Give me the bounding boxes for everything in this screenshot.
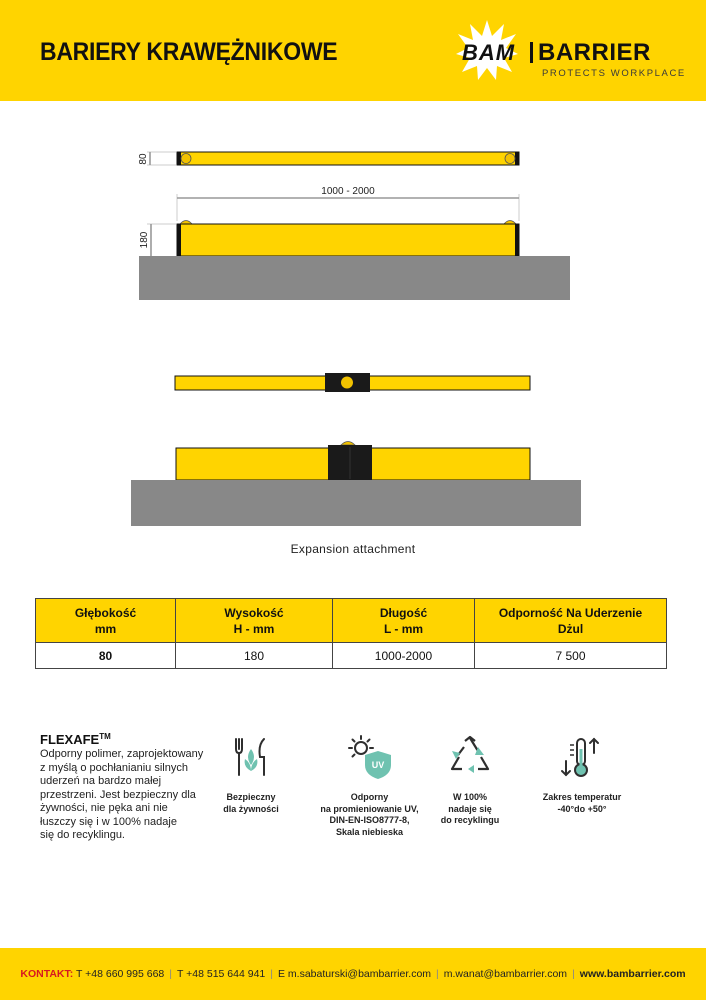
- svg-text:UV: UV: [371, 760, 384, 770]
- feature-label: Zakres temperatur -40°do +50°: [542, 792, 622, 814]
- expansion-side-view: [176, 442, 530, 482]
- email-1[interactable]: E m.sabaturski@bambarrier.com: [277, 968, 432, 980]
- height-dimension-label: 180: [139, 231, 150, 249]
- header-band: [0, 0, 706, 101]
- phone-2[interactable]: T +48 515 644 941: [176, 968, 266, 980]
- phone-1[interactable]: T +48 660 995 668: [75, 968, 165, 980]
- feature-label: Odporny na promieniowanie UV, DIN-EN-ISO8777-8, Skala niebieska: [320, 792, 419, 837]
- recycle-icon: [448, 735, 492, 779]
- cell-height: 180: [176, 643, 333, 669]
- feature-temperature: [532, 735, 632, 815]
- logo-divider: [530, 42, 533, 63]
- table-row: [36, 643, 667, 669]
- feature-food-safe: [211, 735, 291, 815]
- length-dimension-label: 1000 - 2000: [321, 186, 375, 197]
- depth-dimension: [138, 152, 177, 165]
- contact-separator: |: [436, 968, 439, 980]
- contact-separator: |: [270, 968, 273, 980]
- cell-impact: 7 500: [475, 643, 667, 669]
- ground-slab-expansion: [131, 480, 581, 526]
- cell-depth: 80: [36, 643, 176, 669]
- height-dimension: [139, 224, 177, 256]
- drawing-caption: Expansion attachment: [290, 542, 416, 556]
- material-description: Odporny polimer, zaprojektowany z myślą o pochłanianiu silnych uderzeń na bardzo małej przestrzeni. Jest bezpieczny dla żywności, nie pęka ani nie łuszczy się i w 100% nadaje się do recyklingu.: [40, 748, 204, 841]
- website-link[interactable]: www.bambarrier.com: [579, 968, 686, 980]
- contact-separator: |: [572, 968, 575, 980]
- drawing-canvas: [0, 101, 706, 541]
- cell-length: 1000-2000: [333, 643, 475, 669]
- feature-uv-resistant: [312, 735, 427, 838]
- email-2[interactable]: m.wanat@bambarrier.com: [443, 968, 568, 980]
- feature-label: W 100% nadaje się do recyklingu: [440, 792, 500, 825]
- header-depth: Głębokość mm: [36, 599, 176, 643]
- technical-drawing: [0, 101, 706, 581]
- length-dimension: [177, 186, 519, 221]
- material-section: [40, 732, 210, 843]
- temperature-icon: [560, 735, 604, 779]
- barrier-top-view: [177, 152, 519, 165]
- contact-line: [0, 968, 706, 980]
- logo-brand-right: BARRIER: [538, 39, 651, 66]
- expansion-top-view: [175, 373, 530, 392]
- specs-header-row: [36, 599, 667, 643]
- logo-brand-left: BAM: [462, 40, 516, 65]
- header-length: Długość L - mm: [333, 599, 475, 643]
- ground-slab: [139, 256, 570, 300]
- feature-recyclable: [431, 735, 509, 827]
- bam-barrier-logo: [456, 18, 686, 88]
- feature-label: Bezpieczny dla żywności: [223, 792, 279, 814]
- depth-dimension-label: 80: [138, 153, 149, 165]
- material-title: FLEXAFE™: [40, 732, 111, 747]
- barrier-side-view: [177, 221, 519, 257]
- contact-separator: |: [169, 968, 172, 980]
- page-title: BARIERY KRAWĘŻNIKOWE: [40, 38, 338, 66]
- uv-resistant-icon: [348, 735, 392, 779]
- specs-table: [35, 598, 667, 669]
- header-impact: Odporność Na Uderzenie Dżul: [475, 599, 667, 643]
- food-safe-icon: [229, 735, 273, 779]
- logo-tagline: PROTECTS WORKPLACE: [542, 68, 686, 79]
- contact-label: KONTAKT:: [20, 968, 74, 980]
- header-height: Wysokość H - mm: [176, 599, 333, 643]
